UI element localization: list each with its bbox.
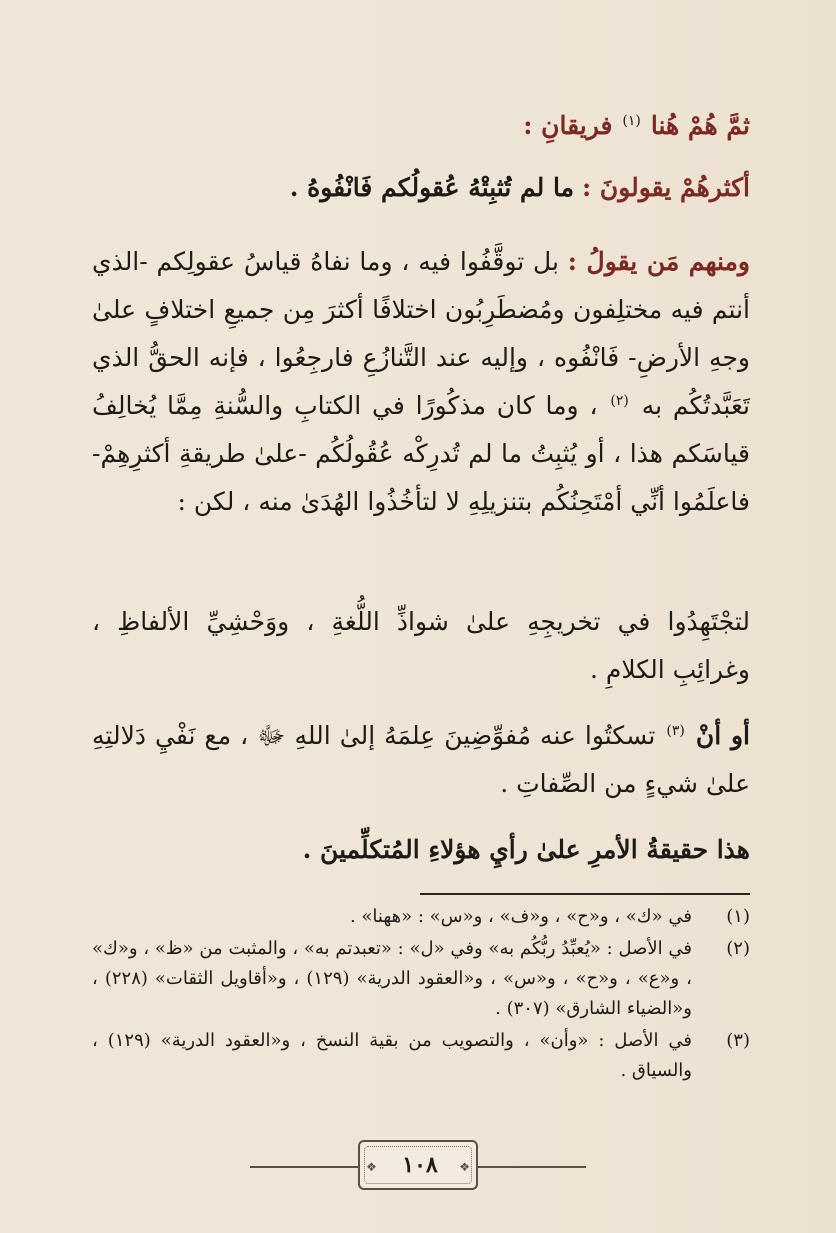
paragraph-body: تسكتُوا عنه مُفوِّضِينَ عِلمَهُ إلىٰ اللهِ ﷻ ، مع نَفْيِ دَلالتِهِ علىٰ شيءٍ من الصِّفاتِ .: [92, 721, 750, 798]
ornament-line-left: [250, 1166, 358, 1168]
ornament-line-right: [478, 1166, 586, 1168]
flourish-icon: ❖: [459, 1160, 470, 1174]
footnote-number: (٢): [726, 938, 750, 959]
paragraph-body: ما لم تُثبِتْهُ عُقولُكم فَانْفُوهُ .: [289, 173, 574, 202]
paragraph-tafwid: [92, 712, 750, 808]
page-number: ١٠٨: [402, 1152, 438, 1178]
paragraph-lead: أكثرهُمْ يقولونَ :: [581, 173, 750, 202]
footnote-ref-1[interactable]: (١): [622, 112, 641, 129]
footnote-ref-3[interactable]: (٣): [666, 722, 685, 739]
footnote-item: [92, 1026, 750, 1086]
paragraph-interpretation: [92, 598, 750, 694]
paragraph-lead: ومنهم مَن يقولُ :: [567, 247, 750, 276]
intro-tail: فريقانِ :: [523, 111, 613, 140]
paragraph-body: لتجْتَهِدُوا في تخريجِهِ علىٰ شواذِّ اللُّغةِ ، ووَحْشِيِّ الألفاظِ ، وغرائِبِ الكلامِ .: [92, 607, 750, 684]
paragraph-minority-view: [92, 238, 750, 526]
footnote-ref-2[interactable]: (٢): [610, 392, 629, 409]
footnote-number: (١): [726, 906, 750, 927]
paragraph-body: هذا حقيقةُ الأمرِ علىٰ رأيِ هؤلاءِ المُتكلِّمينَ .: [302, 835, 750, 864]
footnote-item: [92, 902, 750, 932]
intro-lead: ثمَّ هُمْ هُنا: [650, 111, 750, 140]
section-intro: [92, 102, 750, 150]
footnote-number: (٣): [726, 1030, 750, 1051]
footnote-item: [92, 934, 750, 1024]
paragraph-body-b: ، وما كان مذكُورًا في الكتابِ والسُّنةِ مِمَّا يُخالِفُ قياسَكم هذا ، أو يُثبِتُ ما لم تُدرِكْه عُقُولُكُم -علىٰ طريقةِ أكثرِهِمْ- فاعلَمُوا أنِّي أمْتَحِنُكُم بتنزيلِهِ لا لتأخُذُوا الهُدَىٰ منه ، لكن :: [92, 391, 750, 516]
page-number-frame: [358, 1140, 478, 1190]
paragraph-conclusion: [92, 826, 750, 874]
footnote-text: في الأصل : «وأن» ، والتصويب من بقية النسخ ، و«العقود الدرية» (١٢٩) ، والسياق .: [92, 1030, 692, 1081]
footnote-separator: [420, 893, 750, 895]
page-number-ornament: [250, 1140, 586, 1190]
paragraph-body-a: بل توقَّفُوا فيه ، وما نفاهُ قياسُ عقولِكم -الذي أنتم فيه مختلِفون ومُضطَرِبُون اختلافًا أكثرَ مِن جميعِ اختلافٍ علىٰ وجهِ الأرضِ- فَانْفُوه ، وإليه عند التَّنازُعِ فارجِعُوا ، فإنه الحقُّ الذي تَعَبَّدتُكُم به: [92, 247, 750, 420]
paragraph-majority-view: [92, 164, 750, 212]
footnote-text: في «ك» ، و«ح» ، و«ف» ، و«س» : «ههنا» .: [349, 906, 692, 927]
flourish-icon: ❖: [366, 1160, 377, 1174]
footnotes: [92, 902, 750, 1088]
footnote-text: في الأصل : «يُعبِّدُ ربُّكُم به» وفي «ل» : «تعبدتم به» ، والمثبت من «ظ» ، و«ك» ، و«ع» ، و«ح» ، و«س» ، و«العقود الدرية» (١٢٩) ، و«أقاويل الثقات» (٢٢٨) ، و«الضياء الشارق» (٣٠٧) .: [92, 938, 692, 1019]
paragraph-lead: أو أنْ: [695, 721, 751, 750]
